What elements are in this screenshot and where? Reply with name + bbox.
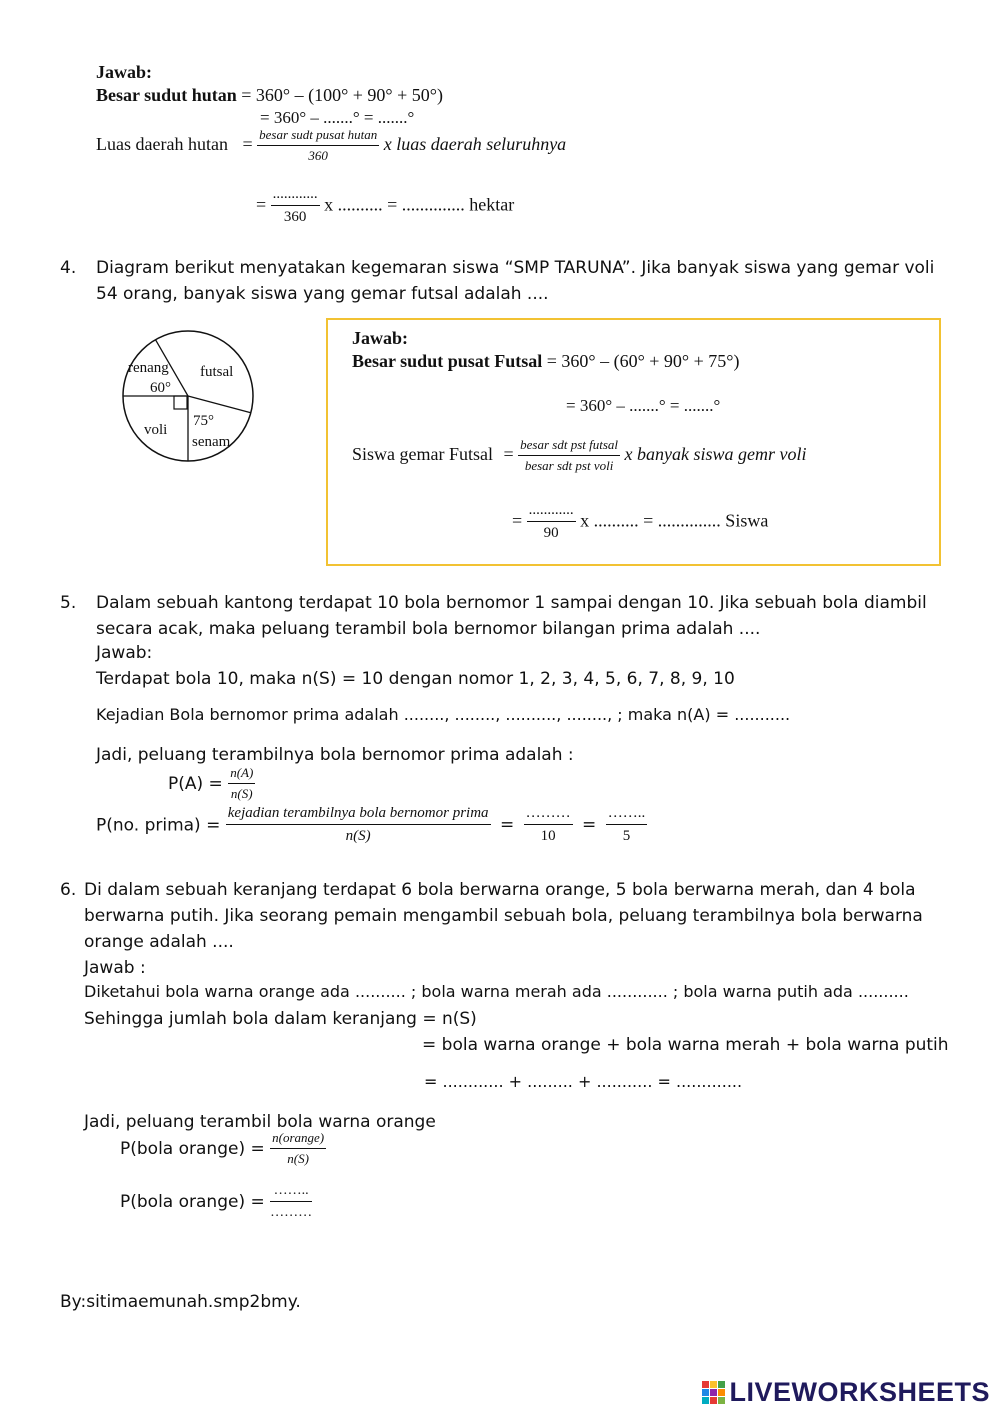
pie-label-voli: voli	[144, 422, 168, 438]
q5-pprima-fraction	[226, 805, 491, 846]
q6-p2-fraction	[270, 1183, 312, 1221]
q3-luas-line: Luas daerah hutan = $\frac{\text{besar sudt pusat hutan}}{360}$ x luas daerah seluruhnya	[96, 127, 567, 163]
q5-number: 5.	[60, 593, 77, 613]
q6-p1-num: n(orange)	[270, 1131, 326, 1149]
pie-chart	[118, 326, 266, 474]
pie-radius-futsal-senam	[188, 396, 251, 413]
q6-text-line2: berwarna putih. Jika seorang pemain mengambil sebuah bola, peluang terambilnya bola berwarna	[84, 906, 923, 926]
q5-frac3-num: ……..	[606, 805, 648, 825]
q4-line4-num: ............	[527, 502, 576, 522]
q4-frac-tail: x banyak siswa gemr voli	[624, 444, 807, 465]
q5-pa-num: n(A)	[228, 766, 255, 784]
q4-line4-den: 90	[543, 525, 559, 542]
q6-p1-den: n(S)	[287, 1150, 309, 1166]
q3-line1-expr: = 360° – (100° + 90° + 50°)	[241, 85, 443, 105]
q3-frac-tail: x luas daerah seluruhnya	[383, 134, 567, 155]
q6-p1-line	[120, 1131, 326, 1167]
q5-pa-den: n(S)	[230, 785, 253, 801]
q3-line4: = $\frac{............}{360}$ x .......... = .............. hektar	[256, 186, 515, 226]
q5-frac2-num: ………	[524, 805, 573, 825]
q4-line4: = $\frac{............}{90}$ x .......... = .............. Siswa	[512, 502, 769, 542]
q5-pa-label: P(A) =	[168, 773, 223, 794]
q3-frac-den: 360	[308, 147, 328, 163]
q6-text-line1: Di dalam sebuah keranjang terdapat 6 bola berwarna orange, 5 bola berwarna merah, dan 4 bola	[84, 880, 916, 900]
q4-line4-fraction	[527, 502, 576, 543]
q4-siswa-line: Siswa gemar Futsal = $\frac{\text{besar sdt pst futsal}}{\text{besar sdt pst voli}}$ x banyak siswa gemr voli	[352, 437, 807, 473]
q4-frac-den: besar sdt pst voli	[524, 457, 614, 473]
q3-jawab-label: Jawab:	[96, 62, 153, 82]
q3-luas-label: Luas daerah hutan	[96, 134, 228, 155]
q5-pprima-num: kejadian terambilnya bola bernomor prima	[226, 805, 491, 825]
q6-p1-label: P(bola orange) =	[120, 1138, 265, 1159]
q4-line1-label: Besar sudut pusat Futsal	[352, 351, 543, 371]
q3-line4-den: 360	[283, 209, 307, 226]
q4-text-line1: Diagram berikut menyatakan kegemaran siswa “SMP TARUNA”. Jika banyak siswa yang gemar voli	[96, 258, 935, 278]
q4-text-line2: 54 orang, banyak siswa yang gemar futsal adalah ....	[96, 284, 549, 304]
pie-label-futsal: futsal	[200, 364, 234, 380]
q6-p1-fraction	[270, 1131, 326, 1167]
q3-line1-label: Besar sudut hutan	[96, 85, 237, 105]
q6-p2-line	[120, 1183, 312, 1221]
q5-frac3-den: 5	[622, 828, 631, 845]
liveworksheets-logo-icon	[702, 1381, 725, 1404]
author-credit: By:sitimaemunah.smp2bmy.	[60, 1292, 301, 1312]
q4-siswa-label: Siswa gemar Futsal	[352, 444, 493, 465]
pie-label-senam-angle: 75°	[193, 413, 214, 429]
q5-text-line2: secara acak, maka peluang terambil bola bernomor bilangan prima adalah ....	[96, 619, 761, 639]
q3-line4-tail: x .......... = .............. hektar	[324, 194, 515, 215]
q5-eq1: =	[499, 815, 515, 836]
q3-fraction	[257, 128, 379, 164]
q5-eq2: =	[582, 815, 597, 836]
q4-line1-expr: = 360° – (60° + 90° + 75°)	[546, 351, 740, 371]
q5-pa-fraction	[228, 766, 255, 802]
q6-jawab-label: Jawab :	[84, 958, 146, 978]
q6-p2-label: P(bola orange) =	[120, 1192, 265, 1213]
q5-line-jadi: Jadi, peluang terambilnya bola bernomor prima adalah :	[96, 745, 574, 765]
q4-line4-tail: x .......... = .............. Siswa	[580, 510, 769, 531]
q5-frac3	[606, 805, 648, 846]
q4-jawab-label: Jawab:	[352, 328, 409, 348]
q5-pprima-label: P(no. prima) =	[96, 815, 221, 836]
q6-line-sum: = bola warna orange + bola warna merah + bola warna putih	[422, 1035, 949, 1055]
q5-pa-line	[168, 766, 255, 802]
q3-line1	[96, 85, 443, 106]
q5-pprima-line	[96, 805, 647, 846]
q6-line-values: = ............ + ......... + ........... = .............	[424, 1072, 743, 1091]
q4-line2-expr: = 360° – .......° = .......°	[566, 396, 721, 415]
q5-pprima-den: n(S)	[345, 828, 371, 845]
q3-line2-expr: = 360° – .......° = .......°	[260, 108, 415, 127]
q4-frac-num: besar sdt pst futsal	[518, 438, 620, 456]
q5-frac2	[524, 805, 573, 846]
q5-line-na: Kejadian Bola bernomor prima adalah ........, ........, .........., ........, ; maka n(A) = ...........	[96, 705, 791, 724]
q4-line1	[352, 351, 739, 372]
q5-frac2-den: 10	[540, 828, 556, 845]
pie-right-angle-mark	[174, 396, 187, 409]
q6-line-diketahui: Diketahui bola warna orange ada .......... ; bola warna merah ada ............ ; bola warna putih ada ..........	[84, 982, 909, 1001]
liveworksheets-brand[interactable]	[702, 1375, 990, 1409]
q4-number: 4.	[60, 258, 77, 278]
q5-line-ns: Terdapat bola 10, maka n(S) = 10 dengan nomor 1, 2, 3, 4, 5, 6, 7, 8, 9, 10	[96, 669, 735, 689]
pie-label-senam: senam	[192, 434, 231, 450]
q4-answer-box	[326, 318, 941, 566]
q6-p2-den: ………	[270, 1205, 313, 1221]
q3-line4-num: ............	[271, 186, 320, 206]
q3-line4-fraction	[271, 186, 320, 227]
q5-text-line1: Dalam sebuah kantong terdapat 10 bola bernomor 1 sampai dengan 10. Jika sebuah bola diambil	[96, 593, 927, 613]
pie-label-renang-angle: 60°	[150, 380, 171, 396]
pie-label-renang: renang	[128, 360, 169, 376]
q6-line-jadi: Jadi, peluang terambil bola warna orange	[84, 1112, 436, 1132]
liveworksheets-wordmark: LIVEWORKSHEETS	[729, 1376, 990, 1407]
q3-frac-num: besar sudt pusat hutan	[257, 128, 379, 146]
q6-number: 6.	[60, 880, 77, 900]
q6-p2-num: ……..	[270, 1183, 312, 1202]
q4-fraction	[518, 438, 620, 474]
q5-jawab-label: Jawab:	[96, 643, 153, 663]
q6-line-sehingga: Sehingga jumlah bola dalam keranjang = n(S)	[84, 1009, 477, 1029]
q6-text-line3: orange adalah ....	[84, 932, 234, 952]
